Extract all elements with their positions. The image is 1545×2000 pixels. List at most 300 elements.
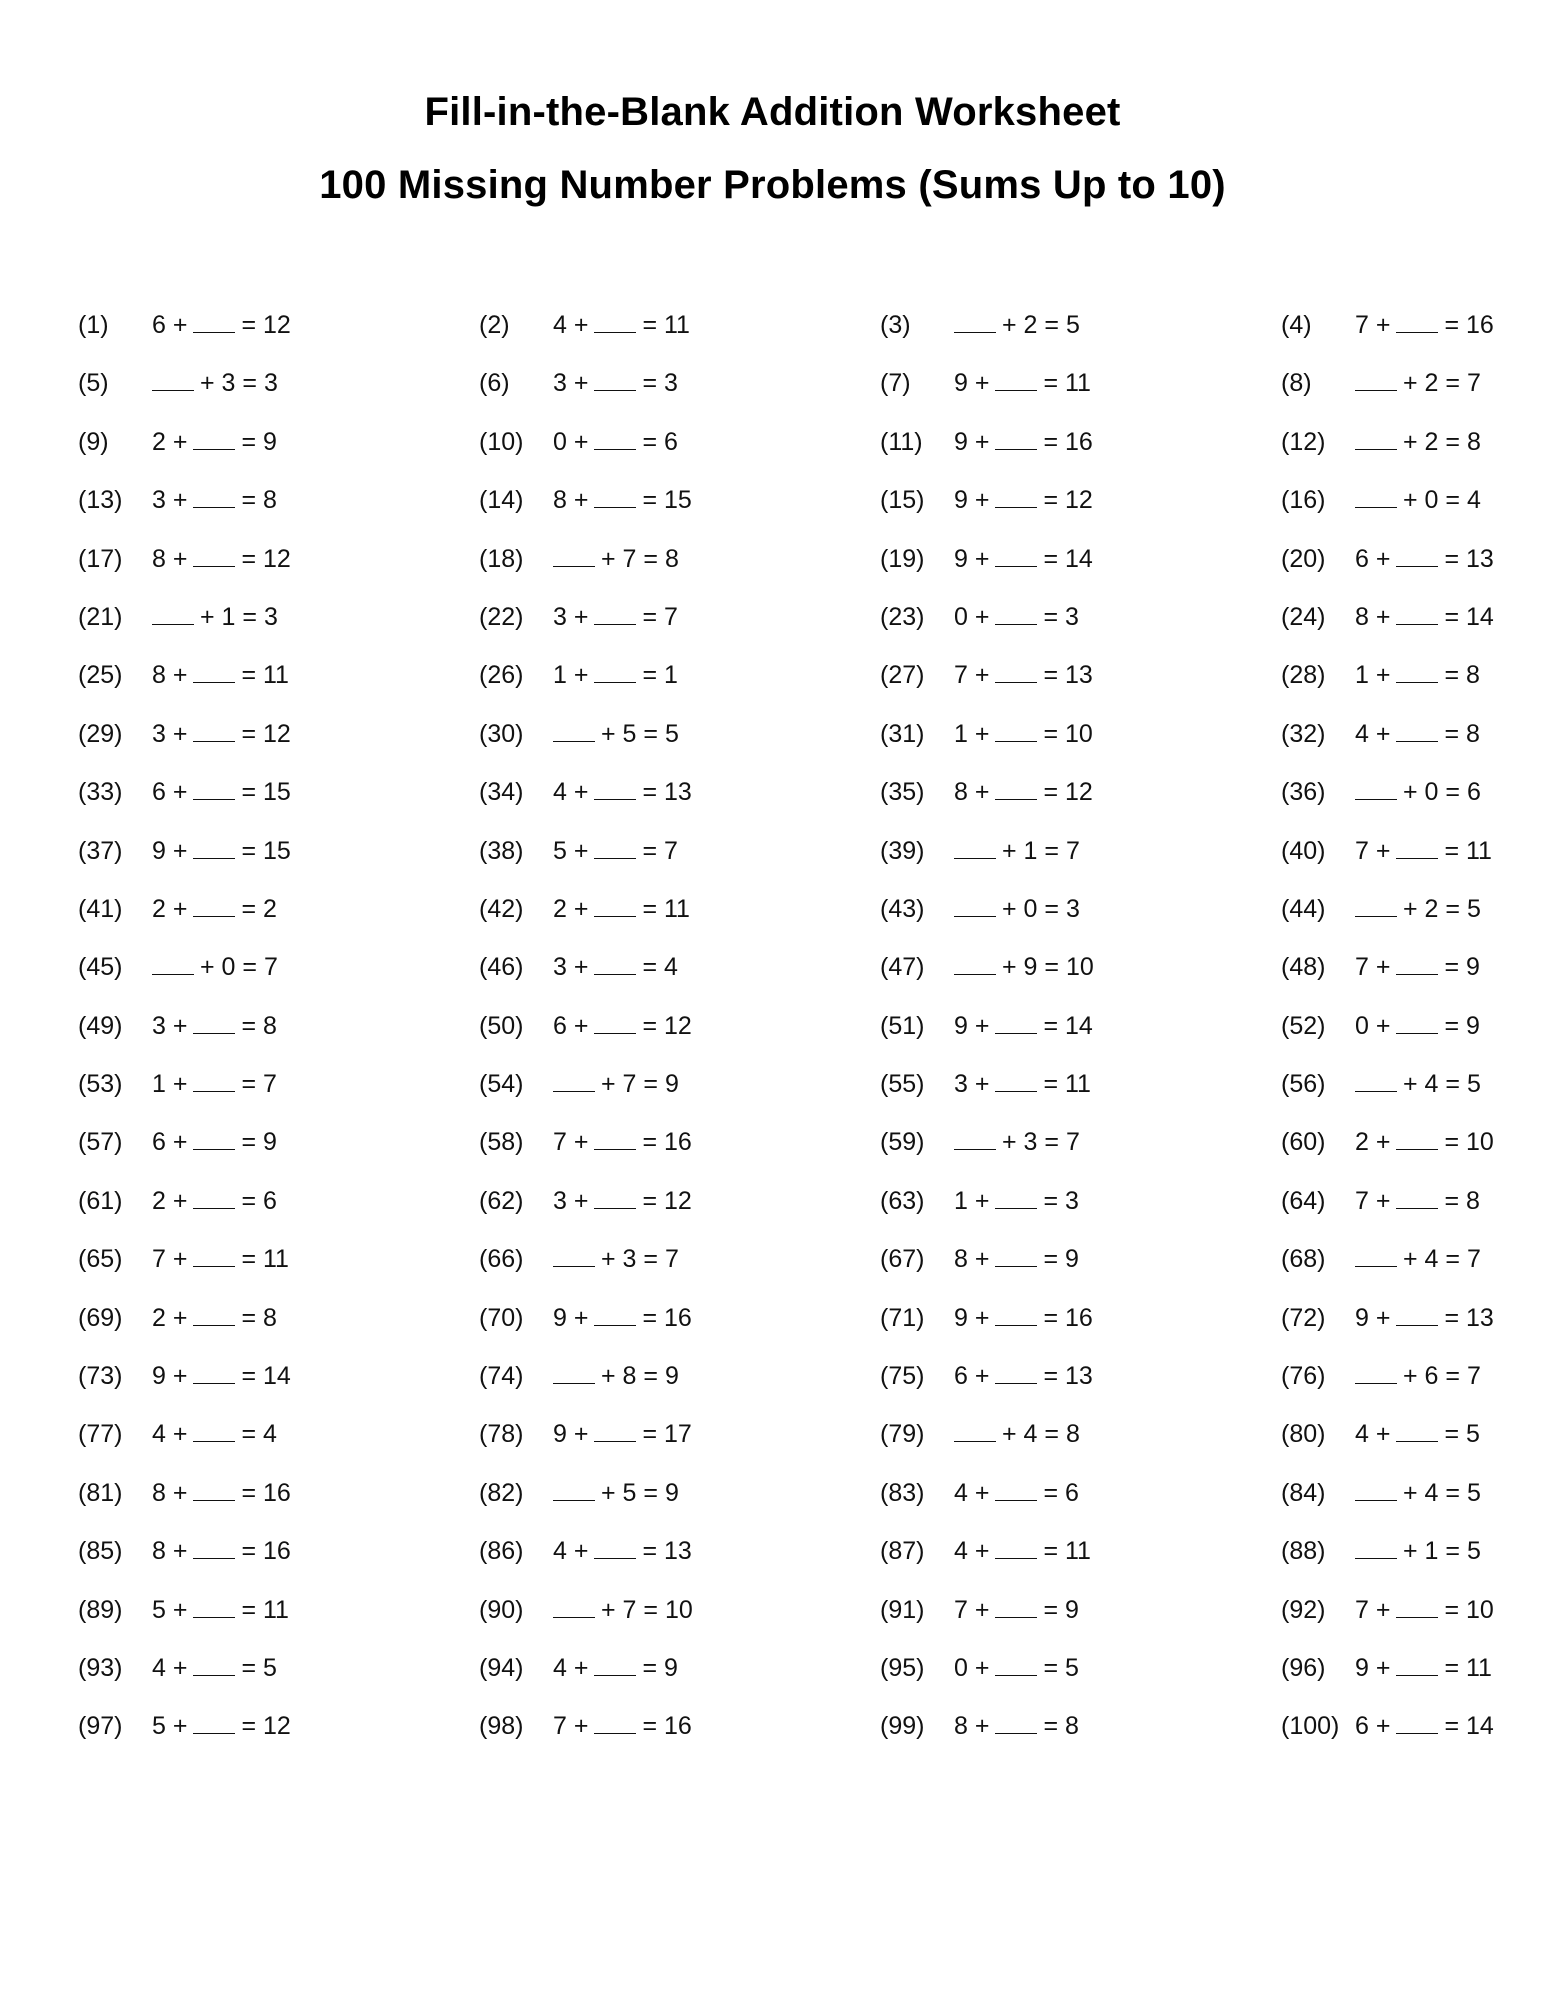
addend-a: 0 (954, 602, 968, 631)
answer-blank[interactable] (193, 483, 235, 508)
answer-blank[interactable] (995, 1476, 1037, 1501)
sum-value: 5 (1466, 1420, 1480, 1449)
problem-number: (42) (479, 894, 524, 923)
problem-number: (17) (78, 544, 123, 573)
answer-blank[interactable] (1355, 1359, 1397, 1384)
answer-blank[interactable] (193, 1125, 235, 1150)
problem-number: (32) (1281, 719, 1326, 748)
answer-blank[interactable] (594, 775, 636, 800)
answer-blank[interactable] (594, 892, 636, 917)
problem-item (880, 1301, 1281, 1359)
problem-number: (83) (880, 1478, 925, 1507)
addend-a: 7 (954, 661, 968, 690)
answer-blank[interactable] (1396, 950, 1438, 975)
addend-b: 8 (622, 1362, 637, 1391)
answer-blank[interactable] (995, 483, 1037, 508)
sum-value: 11 (263, 661, 289, 690)
sum-value: 12 (263, 1712, 291, 1741)
sum-value: 10 (1065, 953, 1094, 982)
problem-expression: 2 + = 8 (152, 1301, 277, 1335)
sum-value: 9 (664, 1070, 679, 1099)
problem-item (479, 1125, 880, 1183)
addend-b: 2 (1023, 311, 1038, 339)
problem-item (1281, 366, 1545, 424)
problem-expression: 4 + = 6 (954, 1476, 1079, 1510)
problem-number: (70) (479, 1303, 524, 1332)
problem-item (1281, 775, 1545, 833)
problem-number: (47) (880, 953, 925, 982)
addend-a: 7 (553, 1712, 567, 1741)
sum-value: 5 (263, 1653, 277, 1682)
problem-number: (40) (1281, 836, 1326, 865)
problem-number: (64) (1281, 1186, 1326, 1215)
answer-blank[interactable] (1355, 775, 1397, 800)
addend-a: 8 (152, 661, 166, 690)
answer-blank[interactable] (193, 425, 235, 450)
addend-b: 6 (1424, 1362, 1439, 1391)
sum-value: 12 (1065, 486, 1093, 515)
problem-item (880, 483, 1281, 541)
answer-blank[interactable] (193, 1417, 235, 1442)
problem-item (78, 542, 479, 600)
sum-value: 3 (1065, 602, 1079, 631)
answer-blank[interactable] (1396, 1301, 1438, 1326)
answer-blank[interactable] (193, 1476, 235, 1501)
problem-number: (78) (479, 1420, 524, 1449)
problem-expression: + 7 = 9 (553, 1067, 679, 1101)
problem-number: (74) (479, 1362, 524, 1391)
problem-expression: 5 + = 12 (152, 1709, 291, 1743)
answer-blank[interactable] (954, 1125, 996, 1150)
problem-expression: 9 + = 15 (152, 834, 291, 868)
problem-item (880, 717, 1281, 775)
problem-item (1281, 1242, 1545, 1300)
problem-expression: + 0 = 3 (954, 892, 1080, 926)
sum-value: 5 (1466, 1070, 1481, 1099)
problem-number: (91) (880, 1595, 925, 1624)
problem-item (479, 775, 880, 833)
answer-blank[interactable] (193, 1242, 235, 1267)
addend-a: 4 (152, 1653, 166, 1682)
answer-blank[interactable] (594, 425, 636, 450)
sum-value: 8 (1466, 719, 1480, 748)
problem-grid (78, 308, 1518, 1768)
answer-blank[interactable] (1355, 1534, 1397, 1559)
answer-blank[interactable] (152, 950, 194, 975)
sum-value: 3 (263, 602, 278, 631)
addend-a: 8 (954, 1712, 968, 1741)
problem-item (78, 1709, 479, 1767)
answer-blank[interactable] (995, 1709, 1037, 1734)
answer-blank[interactable] (1396, 1184, 1438, 1209)
problem-expression: 3 + = 8 (152, 483, 277, 517)
sum-value: 16 (1065, 427, 1093, 456)
addend-a: 6 (1355, 544, 1369, 573)
answer-blank[interactable] (193, 1593, 235, 1618)
problem-item (880, 1125, 1281, 1183)
addend-b: 3 (1023, 1128, 1038, 1157)
problem-item (880, 950, 1281, 1008)
problem-expression: 3 + = 4 (553, 950, 678, 984)
problem-number: (16) (1281, 486, 1326, 515)
sum-value: 4 (1466, 486, 1481, 515)
answer-blank[interactable] (995, 1067, 1037, 1092)
problem-expression: 4 + = 9 (553, 1651, 678, 1685)
problem-item (78, 1534, 479, 1592)
sum-value: 8 (1065, 1420, 1080, 1449)
answer-blank[interactable] (553, 1067, 595, 1092)
addend-a: 8 (152, 1478, 166, 1507)
problem-expression: 5 + = 7 (553, 834, 678, 868)
problem-number: (27) (880, 661, 925, 690)
sum-value: 13 (1466, 1303, 1494, 1332)
problem-number: (3) (880, 311, 911, 339)
answer-blank[interactable] (594, 600, 636, 625)
problem-item (479, 483, 880, 541)
problem-expression: 0 + = 3 (954, 600, 1079, 634)
problem-expression: + 5 = 9 (553, 1476, 679, 1510)
problem-item (1281, 1067, 1545, 1125)
addend-a: 2 (553, 894, 567, 923)
sum-value: 6 (1065, 1478, 1079, 1507)
addend-a: 2 (152, 894, 166, 923)
answer-blank[interactable] (594, 1009, 636, 1034)
sum-value: 1 (664, 661, 678, 690)
addend-b: 7 (622, 544, 637, 573)
addend-a: 6 (152, 1128, 166, 1157)
answer-blank[interactable] (1396, 658, 1438, 683)
problem-number: (7) (880, 369, 911, 398)
sum-value: 11 (1065, 1537, 1091, 1566)
sum-value: 12 (263, 544, 291, 573)
sum-value: 6 (1466, 778, 1481, 807)
answer-blank[interactable] (594, 1534, 636, 1559)
answer-blank[interactable] (954, 1417, 996, 1442)
problem-item (479, 658, 880, 716)
problem-expression: + 7 = 8 (553, 542, 679, 576)
answer-blank[interactable] (193, 1651, 235, 1676)
answer-blank[interactable] (1396, 308, 1438, 333)
sum-value: 14 (263, 1362, 291, 1391)
answer-blank[interactable] (193, 1184, 235, 1209)
problem-expression: 9 + = 16 (954, 1301, 1093, 1335)
problem-number: (31) (880, 719, 925, 748)
problem-number: (11) (880, 427, 923, 456)
addend-a: 3 (553, 1186, 567, 1215)
addend-a: 4 (553, 311, 567, 339)
sum-value: 11 (263, 1245, 289, 1274)
addend-a: 3 (954, 1070, 968, 1099)
answer-blank[interactable] (594, 950, 636, 975)
problem-expression: 9 + = 13 (1355, 1301, 1494, 1335)
addend-a: 4 (1355, 1420, 1369, 1449)
addend-a: 9 (954, 369, 968, 398)
answer-blank[interactable] (1396, 1417, 1438, 1442)
answer-blank[interactable] (995, 1359, 1037, 1384)
sum-value: 14 (1466, 1712, 1494, 1741)
sum-value: 9 (664, 1478, 679, 1507)
problem-item (880, 425, 1281, 483)
problem-number: (72) (1281, 1303, 1326, 1332)
addend-a: 7 (553, 1128, 567, 1157)
problem-item (880, 1651, 1281, 1709)
problem-expression: + 1 = 7 (954, 834, 1080, 868)
problem-expression: + 3 = 7 (553, 1242, 679, 1276)
sum-value: 9 (1065, 1245, 1079, 1274)
problem-item (78, 1417, 479, 1475)
answer-blank[interactable] (954, 892, 996, 917)
problem-item (78, 1009, 479, 1067)
problem-expression: 6 + = 13 (1355, 542, 1494, 576)
problem-number: (30) (479, 719, 524, 748)
addend-a: 7 (1355, 953, 1369, 982)
problem-number: (84) (1281, 1478, 1326, 1507)
problem-item (880, 1709, 1281, 1767)
addend-a: 7 (1355, 1595, 1369, 1624)
answer-blank[interactable] (995, 1242, 1037, 1267)
answer-blank[interactable] (995, 600, 1037, 625)
answer-blank[interactable] (193, 1009, 235, 1034)
answer-blank[interactable] (594, 1651, 636, 1676)
answer-blank[interactable] (995, 425, 1037, 450)
addend-a: 2 (1355, 1128, 1369, 1157)
problem-item (479, 600, 880, 658)
addend-a: 8 (152, 1537, 166, 1566)
problem-item (880, 1534, 1281, 1592)
sum-value: 9 (263, 427, 277, 456)
answer-blank[interactable] (995, 1301, 1037, 1326)
problem-expression: 6 + = 14 (1355, 1709, 1494, 1743)
answer-blank[interactable] (193, 775, 235, 800)
problem-item (78, 1067, 479, 1125)
sum-value: 9 (1466, 953, 1480, 982)
problem-item (78, 834, 479, 892)
answer-blank[interactable] (1355, 1067, 1397, 1092)
problem-number: (48) (1281, 953, 1326, 982)
problem-item (479, 1476, 880, 1534)
answer-blank[interactable] (193, 1067, 235, 1092)
problem-item (479, 542, 880, 600)
problem-item (479, 834, 880, 892)
addend-a: 9 (954, 486, 968, 515)
problem-expression: 2 + = 6 (152, 1184, 277, 1218)
answer-blank[interactable] (193, 834, 235, 859)
answer-blank[interactable] (1396, 1009, 1438, 1034)
sum-value: 16 (664, 1303, 692, 1332)
answer-blank[interactable] (1355, 892, 1397, 917)
problem-expression: 8 + = 12 (954, 775, 1093, 809)
answer-blank[interactable] (1396, 717, 1438, 742)
problem-expression: 8 + = 8 (954, 1709, 1079, 1743)
answer-blank[interactable] (1396, 600, 1438, 625)
problem-number: (73) (78, 1362, 123, 1391)
problem-expression: 8 + = 15 (553, 483, 692, 517)
addend-a: 9 (152, 1362, 166, 1391)
answer-blank[interactable] (1355, 1476, 1397, 1501)
problem-number: (5) (78, 369, 109, 398)
problem-number: (86) (479, 1537, 524, 1566)
answer-blank[interactable] (1355, 366, 1397, 391)
answer-blank[interactable] (995, 717, 1037, 742)
answer-blank[interactable] (193, 308, 235, 333)
problem-item (1281, 1009, 1545, 1067)
problem-item (1281, 1184, 1545, 1242)
sum-value: 16 (664, 1128, 692, 1157)
problem-expression: + 2 = 5 (1355, 892, 1481, 926)
problem-expression: 6 + = 13 (954, 1359, 1093, 1393)
answer-blank[interactable] (553, 1242, 595, 1267)
problem-item (880, 1359, 1281, 1417)
addend-a: 5 (152, 1595, 166, 1624)
problem-number: (76) (1281, 1362, 1326, 1391)
sum-value: 8 (1466, 1186, 1480, 1215)
problem-expression: 4 + = 13 (553, 1534, 692, 1568)
answer-blank[interactable] (553, 1359, 595, 1384)
answer-blank[interactable] (553, 1476, 595, 1501)
addend-b: 0 (1424, 486, 1439, 515)
addend-a: 3 (553, 602, 567, 631)
sum-value: 16 (664, 1712, 692, 1741)
answer-blank[interactable] (152, 366, 194, 391)
problem-expression: 7 + = 13 (954, 658, 1093, 692)
addend-b: 0 (221, 953, 236, 982)
problem-expression: 8 + = 14 (1355, 600, 1494, 634)
answer-blank[interactable] (995, 658, 1037, 683)
answer-blank[interactable] (995, 366, 1037, 391)
problem-item (78, 950, 479, 1008)
addend-b: 4 (1023, 1420, 1038, 1449)
problem-expression: 3 + = 12 (553, 1184, 692, 1218)
problem-expression: 8 + = 9 (954, 1242, 1079, 1276)
answer-blank[interactable] (1396, 1125, 1438, 1150)
answer-blank[interactable] (594, 308, 636, 333)
problem-expression: 2 + = 2 (152, 892, 277, 926)
answer-blank[interactable] (995, 1184, 1037, 1209)
problem-expression: + 6 = 7 (1355, 1359, 1481, 1393)
problem-expression: 6 + = 15 (152, 775, 291, 809)
addend-a: 4 (954, 1537, 968, 1566)
answer-blank[interactable] (1355, 483, 1397, 508)
answer-blank[interactable] (594, 1125, 636, 1150)
answer-blank[interactable] (193, 717, 235, 742)
answer-blank[interactable] (193, 1359, 235, 1384)
answer-blank[interactable] (553, 1593, 595, 1618)
answer-blank[interactable] (995, 1534, 1037, 1559)
answer-blank[interactable] (954, 950, 996, 975)
problem-item (1281, 483, 1545, 541)
problem-number: (79) (880, 1420, 925, 1449)
sum-value: 6 (664, 427, 678, 456)
answer-blank[interactable] (193, 658, 235, 683)
sum-value: 13 (1065, 661, 1093, 690)
sum-value: 5 (1065, 1653, 1079, 1682)
sum-value: 9 (263, 1128, 277, 1157)
answer-blank[interactable] (1396, 1651, 1438, 1676)
addend-a: 3 (152, 1011, 166, 1040)
answer-blank[interactable] (193, 892, 235, 917)
problem-item (78, 1184, 479, 1242)
problem-number: (94) (479, 1653, 524, 1682)
problem-expression: 7 + = 16 (553, 1709, 692, 1743)
answer-blank[interactable] (594, 1709, 636, 1734)
answer-blank[interactable] (995, 1009, 1037, 1034)
answer-blank[interactable] (553, 717, 595, 742)
sum-value: 13 (664, 778, 692, 807)
answer-blank[interactable] (594, 366, 636, 391)
sum-value: 3 (1065, 894, 1080, 923)
answer-blank[interactable] (995, 775, 1037, 800)
answer-blank[interactable] (594, 483, 636, 508)
problem-number: (39) (880, 836, 925, 865)
problem-expression: 9 + = 16 (954, 425, 1093, 459)
problem-expression: 9 + = 14 (954, 1009, 1093, 1043)
answer-blank[interactable] (594, 834, 636, 859)
answer-blank[interactable] (995, 542, 1037, 567)
problem-expression: + 3 = 3 (152, 366, 278, 400)
answer-blank[interactable] (553, 542, 595, 567)
answer-blank[interactable] (1396, 1709, 1438, 1734)
problem-number: (62) (479, 1186, 524, 1215)
addend-a: 5 (152, 1712, 166, 1741)
problem-item (78, 1359, 479, 1417)
problem-item (78, 1125, 479, 1183)
answer-blank[interactable] (995, 1651, 1037, 1676)
sum-value: 13 (1466, 544, 1494, 573)
problem-number: (57) (78, 1128, 123, 1157)
answer-blank[interactable] (1396, 542, 1438, 567)
answer-blank[interactable] (954, 308, 996, 333)
answer-blank[interactable] (152, 600, 194, 625)
sum-value: 8 (664, 544, 679, 573)
sum-value: 9 (1466, 1011, 1480, 1040)
problem-number: (98) (479, 1712, 524, 1741)
answer-blank[interactable] (193, 1709, 235, 1734)
addend-a: 9 (553, 1420, 567, 1449)
sum-value: 8 (1466, 661, 1480, 690)
problem-item (479, 425, 880, 483)
problem-number: (18) (479, 544, 524, 573)
problem-number: (49) (78, 1011, 123, 1040)
problem-number: (37) (78, 836, 123, 865)
problem-number: (43) (880, 894, 925, 923)
answer-blank[interactable] (594, 1417, 636, 1442)
problem-number: (2) (479, 311, 510, 339)
answer-blank[interactable] (954, 834, 996, 859)
problem-expression: 2 + = 10 (1355, 1125, 1494, 1159)
problem-number: (14) (479, 486, 524, 515)
problem-item (1281, 892, 1545, 950)
problem-item (479, 1534, 880, 1592)
problem-expression: + 0 = 6 (1355, 775, 1481, 809)
answer-blank[interactable] (995, 1593, 1037, 1618)
problem-expression: 4 + = 4 (152, 1417, 277, 1451)
answer-blank[interactable] (1355, 1242, 1397, 1267)
addend-a: 0 (1355, 1011, 1369, 1040)
answer-blank[interactable] (594, 1184, 636, 1209)
answer-blank[interactable] (1355, 425, 1397, 450)
answer-blank[interactable] (1396, 1593, 1438, 1618)
answer-blank[interactable] (594, 1301, 636, 1326)
problem-item (479, 1651, 880, 1709)
answer-blank[interactable] (193, 542, 235, 567)
answer-blank[interactable] (193, 1534, 235, 1559)
problem-item (479, 1009, 880, 1067)
problem-expression: 7 + = 11 (152, 1242, 289, 1276)
answer-blank[interactable] (193, 1301, 235, 1326)
answer-blank[interactable] (594, 658, 636, 683)
answer-blank[interactable] (1396, 834, 1438, 859)
addend-a: 2 (152, 427, 166, 456)
